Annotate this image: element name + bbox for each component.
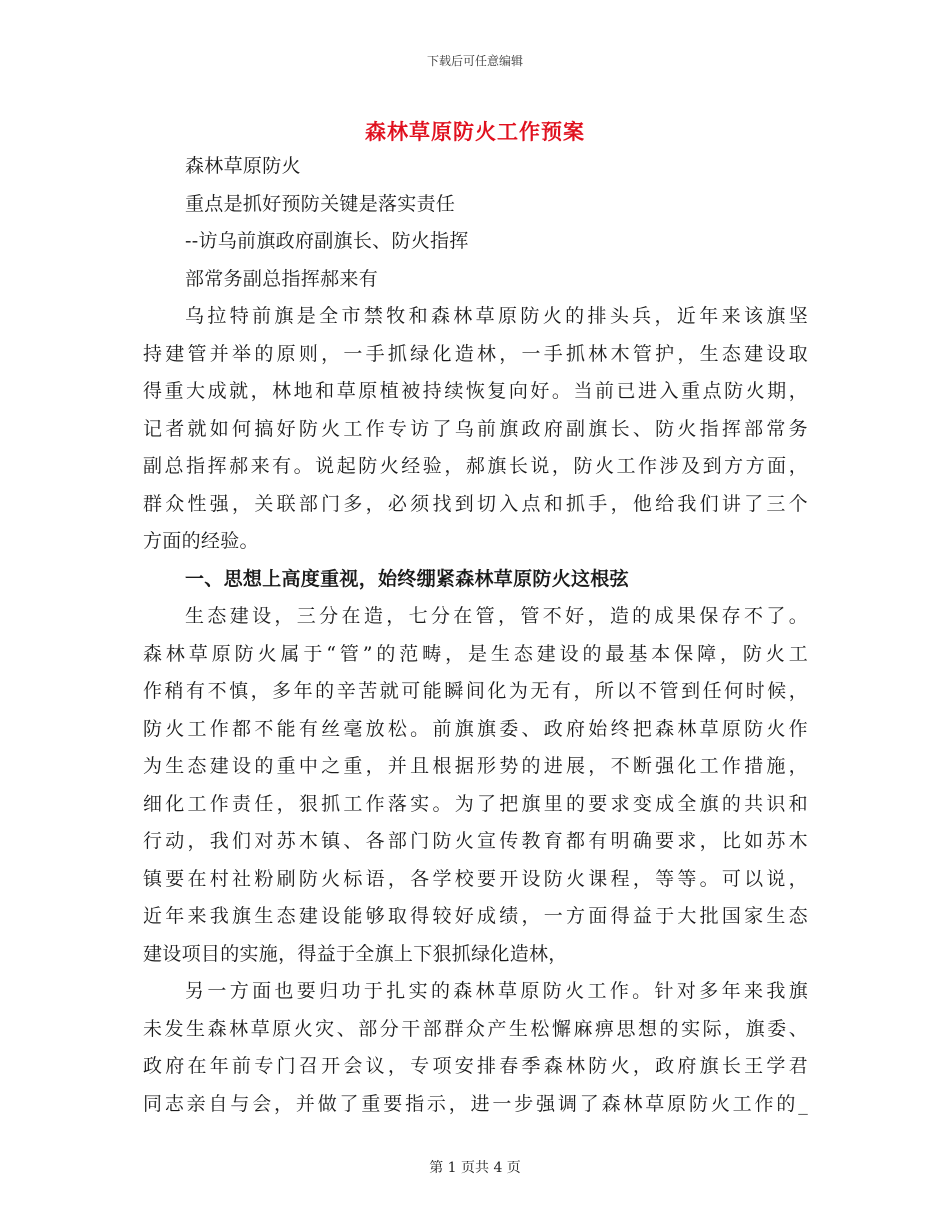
paragraph-line: 得重大成就，林地和草原植被持续恢复向好。当前已进入重点防火期， — [143, 380, 808, 402]
paragraph-line: 另一方面也要归功于扎实的森林草原防火工作。针对多年来我旗 — [185, 980, 808, 1002]
paragraph-line: 森林草原防火属于“管”的范畴，是生态建设的最基本保障，防火工 — [143, 642, 808, 665]
intro-line: 重点是抓好预防关键是落实责任 — [185, 192, 456, 215]
page-footer: 第 1 页共 4 页 — [429, 1160, 521, 1176]
intro-line: 森林草原防火 — [185, 155, 301, 177]
document-body — [143, 148, 808, 1123]
paragraph-line: 记者就如何搞好防火工作专访了乌前旗政府副旗长、防火指挥部常务 — [143, 417, 808, 440]
paragraph-line: 同志亲自与会，并做了重要指示，进一步强调了森林草原防火工作的_ — [143, 1092, 808, 1115]
section-heading: 一、思想上高度重视，始终绷紧森林草原防火这根弦 — [185, 567, 629, 590]
paragraph-line: 镇要在村社粉刷防火标语，各学校要开设防火课程，等等。可以说， — [143, 867, 808, 890]
intro-line: 部常务副总指挥郝来有 — [185, 267, 379, 290]
paragraph-line: 群众性强，关联部门多，必须找到切入点和抓手，他给我们讲了三个 — [143, 492, 808, 515]
paragraph-line: 近年来我旗生态建设能够取得较好成绩，一方面得益于大批国家生态 — [143, 905, 808, 927]
paragraph-line: 乌拉特前旗是全市禁牧和森林草原防火的排头兵，近年来该旗坚 — [185, 305, 808, 327]
paragraph-line: 方面的经验。 — [143, 530, 259, 552]
paragraph-line: 行动，我们对苏木镇、各部门防火宣传教育都有明确要求，比如苏木 — [143, 830, 808, 852]
paragraph-line: 持建管并举的原则，一手抓绿化造林，一手抓林木管护，生态建设取 — [143, 342, 808, 365]
page-header-note: 下载后可任意编辑 — [426, 54, 523, 68]
document-title: 森林草原防火工作预案 — [365, 119, 585, 144]
paragraph-line: 防火工作都不能有丝毫放松。前旗旗委、政府始终把森林草原防火作 — [143, 717, 808, 740]
paragraph-line: 建设项目的实施，得益于全旗上下狠抓绿化造林， — [143, 942, 568, 965]
paragraph-line: 政府在年前专门召开会议，专项安排春季森林防火，政府旗长王学君 — [143, 1055, 808, 1077]
paragraph-line: 作稍有不慎，多年的辛苦就可能瞬间化为无有，所以不管到任何时候， — [143, 680, 808, 702]
paragraph-line: 副总指挥郝来有。说起防火经验，郝旗长说，防火工作涉及到方方面， — [143, 455, 808, 477]
paragraph-line: 生态建设，三分在造，七分在管，管不好，造的成果保存不了。 — [185, 605, 808, 627]
intro-line: --访乌前旗政府副旗长、防火指挥 — [185, 230, 469, 252]
paragraph-line: 为生态建设的重中之重，并且根据形势的进展，不断强化工作措施， — [143, 755, 808, 777]
paragraph-line: 细化工作责任，狠抓工作落实。为了把旗里的要求变成全旗的共识和 — [143, 792, 808, 815]
paragraph-line: 未发生森林草原火灾、部分干部群众产生松懈麻痹思想的实际，旗委、 — [143, 1017, 808, 1040]
